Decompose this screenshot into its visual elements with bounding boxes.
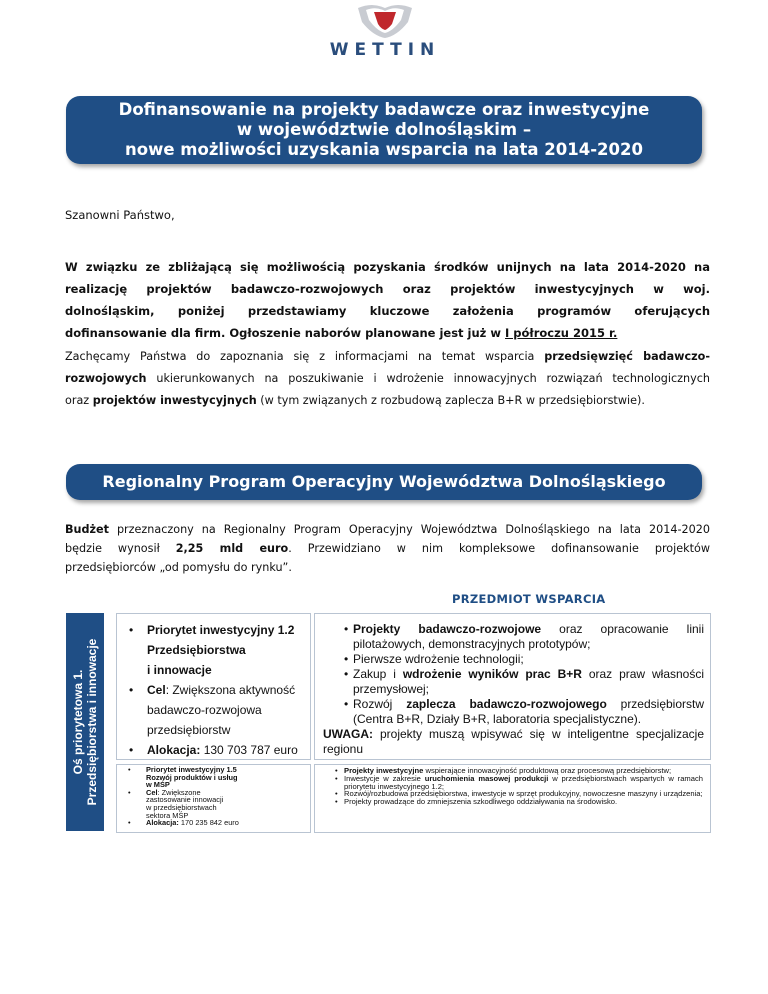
title-line: nowe możliwości uzyskania wsparcia na lata 2014-2020: [125, 140, 643, 159]
intro-line: W związku ze zbliżającą się możliwością pozyskania środków unijnych na lata 2014-2020 na: [65, 260, 710, 274]
text: wspierające innowacyjność produktową oraz procesową przedsiębiorstw;: [423, 766, 672, 775]
paragraph-line: [65, 539, 710, 558]
axis-line: Przedsiębiorstwa i innowacje: [85, 638, 99, 806]
cel-text: : Zwiększone: [157, 787, 201, 797]
cel-text: badawczo-rozwojowa: [147, 703, 262, 717]
alok-label: Alokacja:: [146, 818, 179, 828]
text: . Przewidziano w nim kompleksowe dofinansowanie projektów: [288, 542, 710, 555]
priority-1-2-box: [116, 613, 311, 760]
highlight: Projekty inwestycyjne: [344, 766, 424, 775]
greeting: Szanowni Państwo,: [65, 208, 175, 222]
intro-text: dofinansowanie dla firm. Ogłoszenie naborów planowane jest już w: [65, 326, 506, 340]
logo-emblem-icon: [352, 0, 418, 40]
cel-label: Cel: [147, 683, 166, 697]
list-item: • Projekty prowadzące do zmniejszenia szkodliwego oddziaływania na środowisko.: [344, 798, 703, 806]
highlight: Projekty badawczo-rozwojowe: [353, 622, 542, 636]
list-item: [147, 620, 310, 680]
uwaga-label: UWAGA:: [323, 727, 373, 741]
section-title: PRZEDMIOT WSPARCIA: [452, 592, 606, 606]
alok-value: 130 703 787 euro: [200, 743, 298, 757]
priority-title: w MŚP: [146, 780, 170, 790]
text: będzie wynosił: [65, 542, 176, 555]
cel-label: Cel: [146, 787, 158, 797]
list-item: [353, 697, 704, 727]
title-banner: [66, 96, 702, 164]
priority-title: Priorytet inwestycyjny 1.2: [147, 623, 295, 637]
axis-text: [71, 639, 99, 806]
title-line: w województwie dolnośląskim –: [236, 120, 532, 139]
paragraph-line: [65, 368, 710, 390]
priority-title: Rozwój produktów i usług: [146, 772, 238, 782]
priority-title: i innowacje: [147, 663, 212, 677]
logo-text: WETTIN: [329, 40, 441, 60]
highlight: zaplecza badawczo-rozwojowego: [406, 697, 607, 711]
list-item: [147, 680, 310, 740]
paragraph-line: [65, 346, 710, 368]
priority-title: Przedsiębiorstwa: [147, 643, 246, 657]
title-line: Dofinansowanie na projekty badawcze oraz inwestycyjne: [118, 100, 650, 119]
text: Zakup i: [353, 667, 403, 681]
paragraph-line: [65, 390, 710, 412]
paragraph-line: [65, 520, 710, 539]
highlight: 2,25 mld euro: [175, 542, 289, 555]
list-item: • Rozwój/rozbudowa przedsiębiorstwa, inwestycje w sprzęt produkcyjny, nowoczesne maszyny i urządzenia;: [344, 790, 703, 798]
budget-paragraph: [65, 520, 710, 577]
cel-text: : Zwiększona aktywność: [165, 683, 296, 697]
intro-line: dolnośląskim, poniżej przedstawiamy kluczowe założenia programów oferujących: [65, 304, 710, 318]
rpo-banner: Regionalny Program Operacyjny Województwa Dolnośląskiego: [66, 464, 702, 500]
text: przeznaczony na Regionalny Program Operacyjny Województwa Dolnośląskiego na lata 2014-2020: [108, 523, 710, 536]
uwaga-text: projekty muszą wpisywać się w inteligentne specjalizacje regionu: [323, 727, 704, 756]
highlight: przedsięwzięć badawczo-: [544, 350, 710, 363]
cel-text: w przedsiębiorstwach: [146, 802, 217, 812]
cel-text: przedsiębiorstw: [147, 723, 231, 737]
row2-left-frame: [116, 764, 311, 833]
highlight: Budżet: [65, 523, 109, 536]
cel-text: zastosowanie innowacji: [146, 795, 224, 805]
intro-line: realizację projektów badawczo-rozwojowych oraz projektów inwestycyjnych w woj.: [65, 282, 710, 296]
list-item: [353, 622, 704, 652]
paragraph-line: przedsiębiorców „od pomysłu do rynku”.: [65, 561, 292, 574]
highlight: projektów inwestycyjnych: [92, 394, 257, 407]
support-list-1: [314, 613, 711, 760]
highlight: uruchomienia masowej produkcji: [424, 773, 549, 783]
text: oraz praw własności przemysłowej;: [353, 667, 705, 696]
list-item: [353, 667, 704, 697]
row2-right-frame: [314, 764, 711, 833]
intro-paragraph: [65, 256, 710, 344]
text: Rozwój: [353, 697, 407, 711]
priority-axis-label: [66, 613, 104, 831]
intro-date: I półroczu 2015 r.: [505, 326, 618, 340]
text: ukierunkowanych na poszukiwanie i wdrożenie innowacyjnych rozwiązań technologicznych: [146, 372, 710, 385]
wettin-logo: [300, 0, 470, 70]
text: oraz opracowanie linii pilotażowych, demonstracyjnych prototypów;: [353, 622, 704, 651]
encourage-paragraph: [65, 346, 710, 412]
axis-line: Oś priorytetowa 1.: [71, 669, 85, 775]
cel-text: sektora MŚP: [146, 810, 189, 820]
alok-value: 170 235 842 euro: [178, 818, 239, 828]
list-item: • Pierwsze wdrożenie technologii;: [353, 652, 704, 667]
text: oraz: [65, 394, 93, 407]
list-item: [147, 740, 310, 760]
highlight: wdrożenie wyników prac B+R: [402, 667, 582, 681]
uwaga-note: [315, 727, 710, 757]
text: przedsiębiorstw (Centra B+R, Działy B+R, laboratoria specjalistyczne).: [353, 697, 705, 726]
text: Zachęcamy Państwa do zapoznania się z informacjami na temat wsparcia: [65, 350, 545, 363]
highlight: rozwojowych: [65, 372, 147, 385]
intro-line: [65, 322, 710, 344]
priority-title: Priorytet inwestycyjny 1.5: [146, 765, 237, 774]
text: w przedsiębiorstwach wspartych w ramach priorytetu inwestycyjnego 1.2;: [344, 773, 704, 791]
text: Inwestycje w zakresie: [344, 773, 425, 783]
alok-label: Alokacja:: [147, 743, 201, 757]
text: (w tym związanych z rozbudową zaplecza B+R w przedsiębiorstwie).: [256, 394, 645, 407]
